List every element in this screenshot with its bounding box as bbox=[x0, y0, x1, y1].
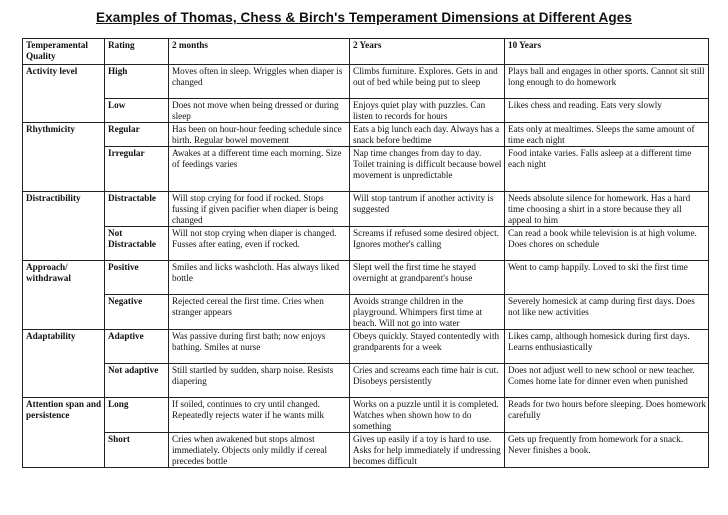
two-months-cell: Rejected cereal the first time. Cries when stranger appears bbox=[169, 295, 350, 330]
dimension-cell: Rhythmicity bbox=[23, 123, 105, 192]
table-row bbox=[23, 261, 709, 295]
two-years-cell: Obeys quickly. Stayed contentedly with grandparents for a week bbox=[350, 330, 505, 364]
two-years-cell: Cries and screams each time hair is cut. Disobeys persistently bbox=[350, 364, 505, 398]
two-months-cell: Smiles and licks washcloth. Has always liked bottle bbox=[169, 261, 350, 295]
rating-cell: Negative bbox=[105, 295, 169, 330]
table-row bbox=[23, 147, 709, 192]
two-months-cell: Still startled by sudden, sharp noise. Resists diapering bbox=[169, 364, 350, 398]
rating-cell: High bbox=[105, 65, 169, 99]
header-cell: 2 months bbox=[169, 39, 350, 65]
two-months-cell: Has been on hour-hour feeding schedule since birth. Regular bowel movement bbox=[169, 123, 350, 147]
two-years-cell: Eats a big lunch each day. Always has a snack before bedtime bbox=[350, 123, 505, 147]
table-row bbox=[23, 65, 709, 99]
dimension-cell: Distractibility bbox=[23, 192, 105, 261]
two-months-cell: If soiled, continues to cry until changed. Repeatedly rejects water if he wants milk bbox=[169, 398, 350, 433]
two-years-cell: Nap time changes from day to day. Toilet training is difficult because bowel movement is unpredictable bbox=[350, 147, 505, 192]
rating-cell: Not adaptive bbox=[105, 364, 169, 398]
temperament-table bbox=[22, 38, 709, 468]
table-row bbox=[23, 398, 709, 433]
ten-years-cell: Likes camp, although homesick during first days. Learns enthusiastically bbox=[505, 330, 709, 364]
ten-years-cell: Needs absolute silence for homework. Has a hard time choosing a shirt in a store because they all appeal to him bbox=[505, 192, 709, 227]
header-cell: 10 Years bbox=[505, 39, 709, 65]
two-years-cell: Will stop tantrum if another activity is suggested bbox=[350, 192, 505, 227]
ten-years-cell: Went to camp happily. Loved to ski the first time bbox=[505, 261, 709, 295]
header-cell: Rating bbox=[105, 39, 169, 65]
table-row bbox=[23, 364, 709, 398]
rating-cell: Regular bbox=[105, 123, 169, 147]
header-cell: 2 Years bbox=[350, 39, 505, 65]
ten-years-cell: Can read a book while television is at high volume. Does chores on schedule bbox=[505, 227, 709, 261]
rating-cell: Short bbox=[105, 433, 169, 468]
rating-cell: Irregular bbox=[105, 147, 169, 192]
dimension-cell: Activity level bbox=[23, 65, 105, 123]
header-cell: Temperamental Quality bbox=[23, 39, 105, 65]
ten-years-cell: Reads for two hours before sleeping. Does homework carefully bbox=[505, 398, 709, 433]
two-months-cell: Cries when awakened but stops almost immediately. Objects only mildly if cereal precedes bottle bbox=[169, 433, 350, 468]
ten-years-cell: Plays ball and engages in other sports. Cannot sit still long enough to do homework bbox=[505, 65, 709, 99]
ten-years-cell: Does not adjust well to new school or new teacher. Comes home late for dinner even when punished bbox=[505, 364, 709, 398]
two-months-cell: Will not stop crying when diaper is changed. Fusses after eating, even if rocked. bbox=[169, 227, 350, 261]
table-row bbox=[23, 123, 709, 147]
dimension-cell: Approach/ withdrawal bbox=[23, 261, 105, 330]
two-years-cell: Climbs furniture. Explores. Gets in and out of bed while being put to sleep bbox=[350, 65, 505, 99]
rating-cell: Low bbox=[105, 99, 169, 123]
ten-years-cell: Likes chess and reading. Eats very slowly bbox=[505, 99, 709, 123]
two-years-cell: Gives up easily if a toy is hard to use. Asks for help immediately if undressing becomes difficult bbox=[350, 433, 505, 468]
rating-cell: Long bbox=[105, 398, 169, 433]
table-row bbox=[23, 99, 709, 123]
two-months-cell: Was passive during first bath; now enjoys bathing. Smiles at nurse bbox=[169, 330, 350, 364]
table-row bbox=[23, 330, 709, 364]
table-row bbox=[23, 192, 709, 227]
ten-years-cell: Severely homesick at camp during first days. Does not like new activities bbox=[505, 295, 709, 330]
dimension-cell: Attention span and persistence bbox=[23, 398, 105, 468]
two-months-cell: Awakes at a different time each morning. Size of feedings varies bbox=[169, 147, 350, 192]
dimension-cell: Adaptability bbox=[23, 330, 105, 398]
two-years-cell: Avoids strange children in the playground. Whimpers first time at beach. Will not go into water bbox=[350, 295, 505, 330]
two-years-cell: Slept well the first time he stayed overnight at grandparent's house bbox=[350, 261, 505, 295]
header-row bbox=[23, 39, 709, 65]
two-years-cell: Works on a puzzle until it is completed. Watches when shown how to do something bbox=[350, 398, 505, 433]
two-months-cell: Does not move when being dressed or during sleep bbox=[169, 99, 350, 123]
table-row bbox=[23, 295, 709, 330]
table-row bbox=[23, 433, 709, 468]
ten-years-cell: Gets up frequently from homework for a snack. Never finishes a book. bbox=[505, 433, 709, 468]
rating-cell: Not Distractable bbox=[105, 227, 169, 261]
table-row bbox=[23, 227, 709, 261]
two-years-cell: Screams if refused some desired object. Ignores mother's calling bbox=[350, 227, 505, 261]
rating-cell: Distractable bbox=[105, 192, 169, 227]
rating-cell: Positive bbox=[105, 261, 169, 295]
two-months-cell: Moves often in sleep. Wriggles when diaper is changed bbox=[169, 65, 350, 99]
ten-years-cell: Food intake varies. Falls asleep at a different time each night bbox=[505, 147, 709, 192]
two-years-cell: Enjoys quiet play with puzzles. Can listen to records for hours bbox=[350, 99, 505, 123]
page-title: Examples of Thomas, Chess & Birch's Temperament Dimensions at Different Ages bbox=[96, 10, 632, 25]
two-months-cell: Will stop crying for food if rocked. Stops fussing if given pacifier when diaper is being changed bbox=[169, 192, 350, 227]
ten-years-cell: Eats only at mealtimes. Sleeps the same amount of time each night bbox=[505, 123, 709, 147]
rating-cell: Adaptive bbox=[105, 330, 169, 364]
